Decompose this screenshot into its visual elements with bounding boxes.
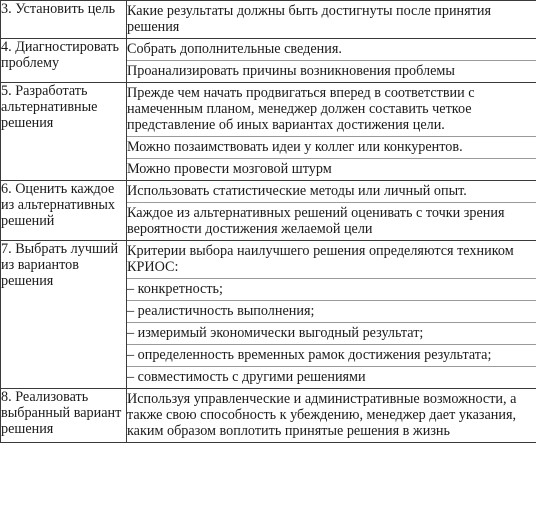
description-line: Можно позаимствовать идеи у коллег или конкурентов.	[127, 137, 536, 159]
step-description	[127, 83, 536, 181]
table-row	[1, 1, 536, 39]
description-line: Используя управленческие и административные возможности, а также свою способность к убеждению, менеджер дает указания, каким образом воплотить принятые решения в жизнь	[127, 391, 517, 439]
table-row	[1, 83, 536, 181]
description-line: Можно провести мозговой штурм	[127, 161, 332, 177]
table-row	[1, 39, 536, 83]
step-title: 7. Выбрать лучший из вариантов решения	[1, 241, 127, 389]
table-row	[1, 389, 536, 443]
description-line: – конкретность;	[127, 279, 536, 301]
step-title: 6. Оценить каждое из альтернативных решений	[1, 181, 127, 241]
description-line: Какие результаты должны быть достигнуты после принятия решения	[127, 3, 491, 35]
description-line: – совместимость с другими решениями	[127, 369, 366, 385]
step-title: 8. Реализовать выбранный вариант решения	[1, 389, 127, 443]
description-line: Каждое из альтернативных решений оценивать с точки зрения вероятности достижения желаемой цели	[127, 205, 505, 237]
description-line: Проанализировать причины возникновения проблемы	[127, 63, 455, 79]
description-line: Критерии выбора наилучшего решения определяются техником КРИОС:	[127, 241, 536, 279]
description-line: Собрать дополнительные сведения.	[127, 39, 536, 61]
description-line: Прежде чем начать продвигаться вперед в соответствии с намеченным планом, менеджер должен составить четкое представление об иных вариантах достижения цели.	[127, 83, 536, 137]
table-row	[1, 181, 536, 241]
step-title: 3. Установить цель	[1, 1, 127, 39]
step-title: 4. Диагностировать проблему	[1, 39, 127, 83]
step-description	[127, 181, 536, 241]
table-body	[1, 1, 536, 443]
description-line: – реалистичность выполнения;	[127, 301, 536, 323]
description-line: – определенность временных рамок достижения результата;	[127, 345, 536, 367]
description-line: – измеримый экономически выгодный результат;	[127, 323, 536, 345]
step-description	[127, 1, 536, 39]
description-line: Использовать статистические методы или личный опыт.	[127, 181, 536, 203]
step-description	[127, 389, 536, 443]
step-description	[127, 39, 536, 83]
step-description	[127, 241, 536, 389]
table-row	[1, 241, 536, 389]
step-title: 5. Разработать альтернативные решения	[1, 83, 127, 181]
